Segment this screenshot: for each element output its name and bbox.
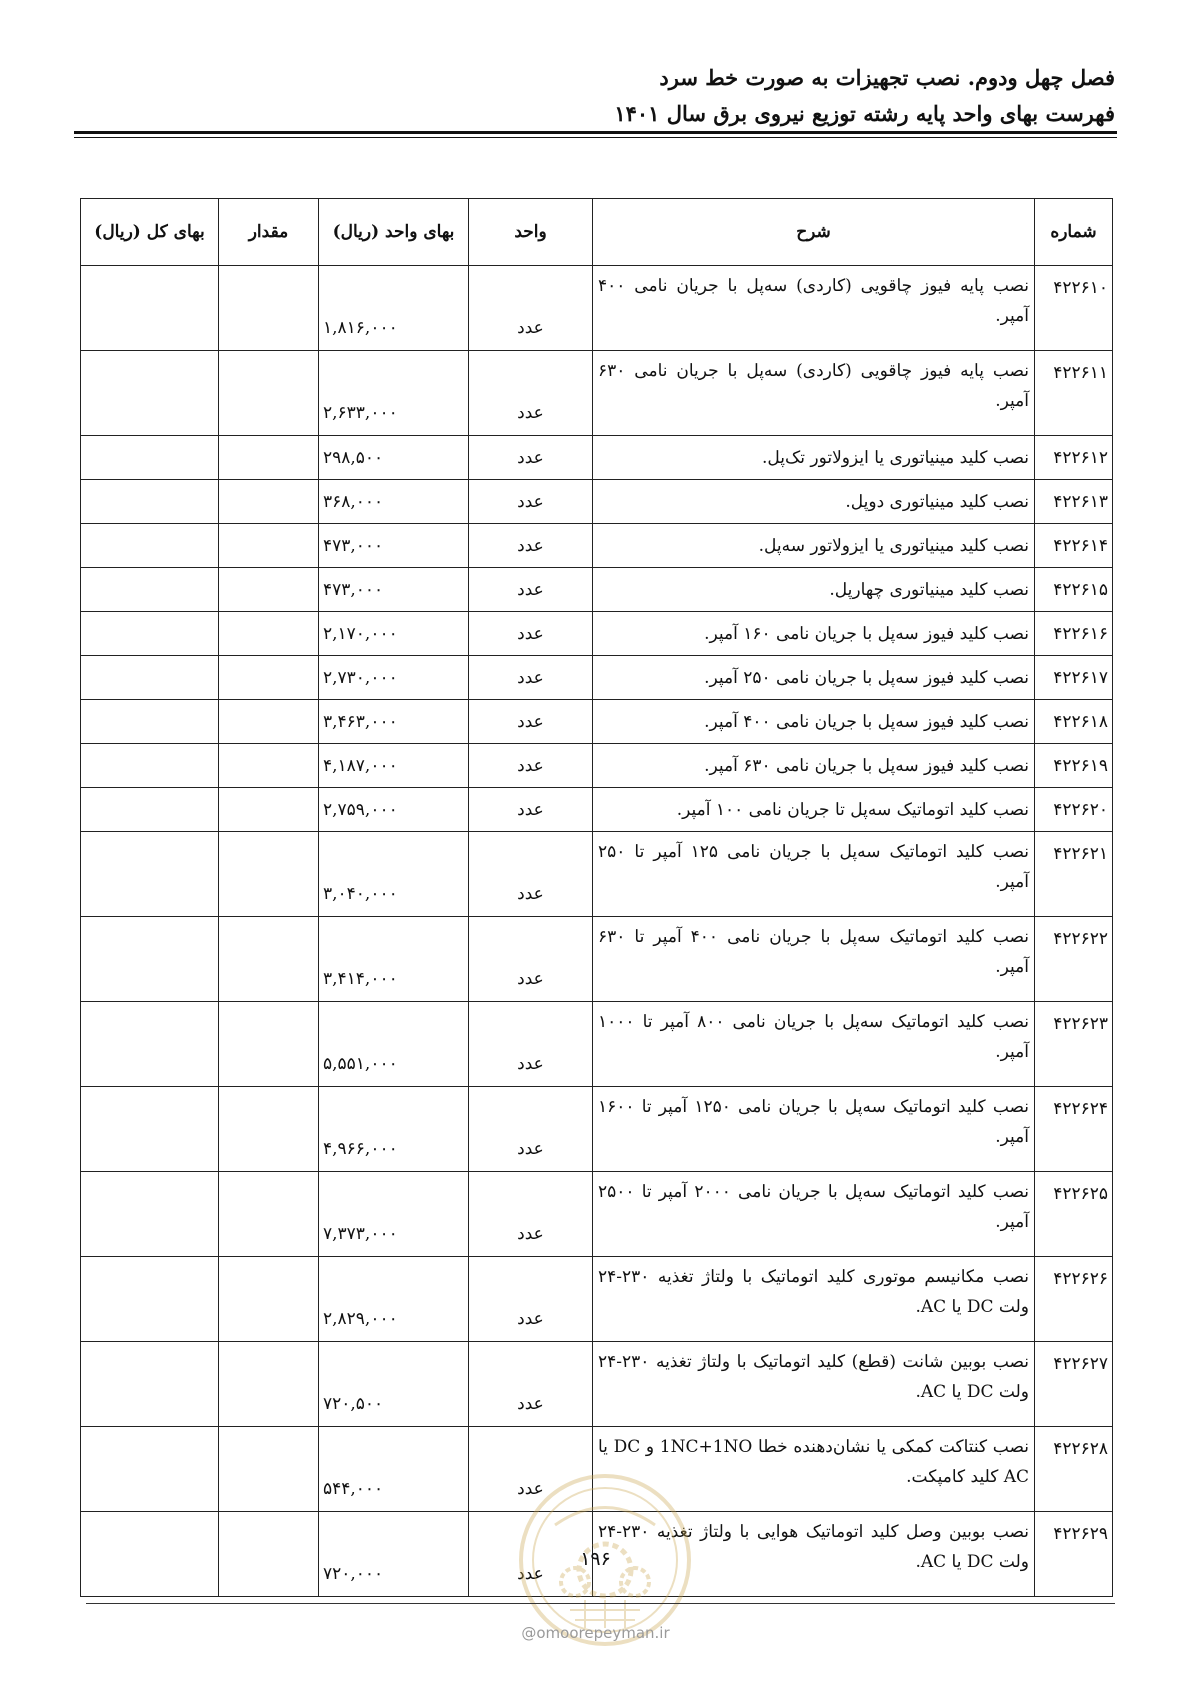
item-number: ۴۲۲۶۲۶ <box>1035 1257 1113 1342</box>
item-unit-price: ۳,۴۱۴,۰۰۰ <box>319 917 469 1002</box>
item-quantity <box>219 266 319 351</box>
item-unit-price: ۷,۳۷۳,۰۰۰ <box>319 1172 469 1257</box>
table-row <box>81 1172 1113 1257</box>
item-description: نصب پایه فیوز چاقویی (کاردی) سه‌پل با جریان نامی ۶۳۰ آمپر. <box>593 351 1035 436</box>
item-unit: عدد <box>469 1342 593 1427</box>
item-quantity <box>219 1342 319 1427</box>
table-row <box>81 266 1113 351</box>
item-quantity <box>219 1087 319 1172</box>
item-quantity <box>219 700 319 744</box>
item-unit-price: ۵۴۴,۰۰۰ <box>319 1427 469 1512</box>
item-description: نصب مکانیسم موتوری کلید اتوماتیک با ولتاژ تغذیه ۲۳۰-۲۴ ولت DC یا AC. <box>593 1257 1035 1342</box>
item-number: ۴۲۲۶۱۸ <box>1035 700 1113 744</box>
table-row <box>81 917 1113 1002</box>
table-row <box>81 1257 1113 1342</box>
item-number: ۴۲۲۶۱۵ <box>1035 568 1113 612</box>
item-description: نصب کلید اتوماتیک سه‌پل با جریان نامی ۱۲۵ آمپر تا ۲۵۰ آمپر. <box>593 832 1035 917</box>
item-quantity <box>219 351 319 436</box>
item-total-price <box>81 266 219 351</box>
item-quantity <box>219 480 319 524</box>
table-row <box>81 656 1113 700</box>
table-row <box>81 788 1113 832</box>
item-unit-price: ۲۹۸,۵۰۰ <box>319 436 469 480</box>
item-total-price <box>81 524 219 568</box>
item-description: نصب کلید فیوز سه‌پل با جریان نامی ۲۵۰ آمپر. <box>593 656 1035 700</box>
item-number: ۴۲۲۶۱۶ <box>1035 612 1113 656</box>
footer-rule <box>86 1603 1115 1604</box>
item-total-price <box>81 744 219 788</box>
item-unit-price: ۴,۹۶۶,۰۰۰ <box>319 1087 469 1172</box>
item-description: نصب کلید فیوز سه‌پل با جریان نامی ۱۶۰ آمپر. <box>593 612 1035 656</box>
item-description: نصب پایه فیوز چاقویی (کاردی) سه‌پل با جریان نامی ۴۰۰ آمپر. <box>593 266 1035 351</box>
item-description: نصب کلید مینیاتوری چهارپل. <box>593 568 1035 612</box>
item-unit-price: ۳,۴۶۳,۰۰۰ <box>319 700 469 744</box>
item-number: ۴۲۲۶۲۹ <box>1035 1512 1113 1597</box>
item-unit-price: ۴,۱۸۷,۰۰۰ <box>319 744 469 788</box>
item-unit: عدد <box>469 1002 593 1087</box>
item-number: ۴۲۲۶۲۰ <box>1035 788 1113 832</box>
item-number: ۴۲۲۶۲۸ <box>1035 1427 1113 1512</box>
item-total-price <box>81 832 219 917</box>
col-header-number: شماره <box>1035 199 1113 266</box>
item-description: نصب کلید مینیاتوری دوپل. <box>593 480 1035 524</box>
item-quantity <box>219 568 319 612</box>
item-number: ۴۲۲۶۲۷ <box>1035 1342 1113 1427</box>
table-row <box>81 1087 1113 1172</box>
item-total-price <box>81 917 219 1002</box>
item-total-price <box>81 656 219 700</box>
col-header-unit: واحد <box>469 199 593 266</box>
item-unit-price: ۳,۰۴۰,۰۰۰ <box>319 832 469 917</box>
item-quantity <box>219 1427 319 1512</box>
item-unit-price: ۲,۸۲۹,۰۰۰ <box>319 1257 469 1342</box>
watermark-text: @omoorepeyman.ir <box>521 1624 670 1642</box>
item-description: نصب کلید اتوماتیک سه‌پل با جریان نامی ۸۰۰ آمپر تا ۱۰۰۰ آمپر. <box>593 1002 1035 1087</box>
item-quantity <box>219 788 319 832</box>
item-total-price <box>81 1002 219 1087</box>
item-quantity <box>219 744 319 788</box>
item-quantity <box>219 1257 319 1342</box>
item-description: نصب بوبین شانت (قطع) کلید اتوماتیک با ولتاژ تغذیه ۲۳۰-۲۴ ولت DC یا AC. <box>593 1342 1035 1427</box>
item-number: ۴۲۲۶۲۲ <box>1035 917 1113 1002</box>
item-unit: عدد <box>469 700 593 744</box>
item-unit: عدد <box>469 832 593 917</box>
item-unit: عدد <box>469 1512 593 1597</box>
item-quantity <box>219 524 319 568</box>
item-unit: عدد <box>469 1172 593 1257</box>
item-unit-price: ۲,۷۵۹,۰۰۰ <box>319 788 469 832</box>
item-number: ۴۲۲۶۱۲ <box>1035 436 1113 480</box>
item-total-price <box>81 1087 219 1172</box>
item-unit: عدد <box>469 612 593 656</box>
table-row <box>81 1342 1113 1427</box>
item-unit: عدد <box>469 351 593 436</box>
item-total-price <box>81 1172 219 1257</box>
table-row <box>81 480 1113 524</box>
item-number: ۴۲۲۶۱۰ <box>1035 266 1113 351</box>
item-unit-price: ۵,۵۵۱,۰۰۰ <box>319 1002 469 1087</box>
item-unit-price: ۱,۸۱۶,۰۰۰ <box>319 266 469 351</box>
item-description: نصب کلید اتوماتیک سه‌پل تا جریان نامی ۱۰۰ آمپر. <box>593 788 1035 832</box>
item-description: نصب کلید اتوماتیک سه‌پل با جریان نامی ۲۰۰۰ آمپر تا ۲۵۰۰ آمپر. <box>593 1172 1035 1257</box>
table-header-row <box>81 199 1113 266</box>
table-row <box>81 832 1113 917</box>
item-unit-price: ۲,۱۷۰,۰۰۰ <box>319 612 469 656</box>
item-unit-price: ۴۷۳,۰۰۰ <box>319 568 469 612</box>
item-description: نصب کلید اتوماتیک سه‌پل با جریان نامی ۱۲۵۰ آمپر تا ۱۶۰۰ آمپر. <box>593 1087 1035 1172</box>
table-row <box>81 436 1113 480</box>
item-unit-price: ۳۶۸,۰۰۰ <box>319 480 469 524</box>
item-unit: عدد <box>469 524 593 568</box>
page-header <box>76 60 1115 132</box>
item-total-price <box>81 436 219 480</box>
item-unit-price: ۷۲۰,۰۰۰ <box>319 1512 469 1597</box>
document-subtitle: فهرست بهای واحد پایه رشته توزیع نیروی برق سال ۱۴۰۱ <box>614 101 1115 126</box>
item-number: ۴۲۲۶۱۹ <box>1035 744 1113 788</box>
item-description: نصب بوبین وصل کلید اتوماتیک هوایی با ولتاژ تغذیه ۲۳۰-۲۴ ولت DC یا AC. <box>593 1512 1035 1597</box>
item-unit: عدد <box>469 788 593 832</box>
item-unit-price: ۲,۷۳۰,۰۰۰ <box>319 656 469 700</box>
header-rule-thick <box>74 131 1117 134</box>
item-quantity <box>219 1002 319 1087</box>
item-unit: عدد <box>469 1427 593 1512</box>
table-row <box>81 1002 1113 1087</box>
item-unit-price: ۴۷۳,۰۰۰ <box>319 524 469 568</box>
item-number: ۴۲۲۶۲۱ <box>1035 832 1113 917</box>
item-number: ۴۲۲۶۱۷ <box>1035 656 1113 700</box>
price-list-table <box>80 198 1113 1597</box>
item-unit: عدد <box>469 436 593 480</box>
item-number: ۴۲۲۶۱۳ <box>1035 480 1113 524</box>
item-description: نصب کلید مینیاتوری یا ایزولاتور تک‌پل. <box>593 436 1035 480</box>
table-row <box>81 351 1113 436</box>
page-number: ۱۹۶ <box>580 1548 611 1570</box>
item-description: نصب کلید اتوماتیک سه‌پل با جریان نامی ۴۰۰ آمپر تا ۶۳۰ آمپر. <box>593 917 1035 1002</box>
item-total-price <box>81 700 219 744</box>
item-description: نصب کلید فیوز سه‌پل با جریان نامی ۶۳۰ آمپر. <box>593 744 1035 788</box>
item-unit: عدد <box>469 266 593 351</box>
item-total-price <box>81 612 219 656</box>
col-header-description: شرح <box>593 199 1035 266</box>
item-number: ۴۲۲۶۲۳ <box>1035 1002 1113 1087</box>
item-number: ۴۲۲۶۱۱ <box>1035 351 1113 436</box>
item-quantity <box>219 832 319 917</box>
item-total-price <box>81 1257 219 1342</box>
item-unit: عدد <box>469 917 593 1002</box>
item-total-price <box>81 788 219 832</box>
item-total-price <box>81 1342 219 1427</box>
table-row <box>81 524 1113 568</box>
item-total-price <box>81 351 219 436</box>
item-number: ۴۲۲۶۲۵ <box>1035 1172 1113 1257</box>
item-quantity <box>219 612 319 656</box>
chapter-title: فصل چهل ودوم. نصب تجهیزات به صورت خط سرد <box>659 65 1115 90</box>
item-unit-price: ۷۲۰,۵۰۰ <box>319 1342 469 1427</box>
item-unit: عدد <box>469 656 593 700</box>
table-row <box>81 744 1113 788</box>
item-total-price <box>81 480 219 524</box>
item-quantity <box>219 917 319 1002</box>
item-unit: عدد <box>469 744 593 788</box>
item-total-price <box>81 568 219 612</box>
item-quantity <box>219 1172 319 1257</box>
item-quantity <box>219 436 319 480</box>
item-description: نصب کلید فیوز سه‌پل با جریان نامی ۴۰۰ آمپر. <box>593 700 1035 744</box>
item-unit: عدد <box>469 1087 593 1172</box>
header-rule-thin <box>74 137 1117 138</box>
item-number: ۴۲۲۶۲۴ <box>1035 1087 1113 1172</box>
item-total-price <box>81 1427 219 1512</box>
col-header-total-price: بهای کل (ریال) <box>81 199 219 266</box>
item-unit: عدد <box>469 480 593 524</box>
item-number: ۴۲۲۶۱۴ <box>1035 524 1113 568</box>
table-row <box>81 700 1113 744</box>
price-list-table-container <box>80 198 1112 1597</box>
col-header-quantity: مقدار <box>219 199 319 266</box>
item-quantity <box>219 656 319 700</box>
item-description: نصب کلید مینیاتوری یا ایزولاتور سه‌پل. <box>593 524 1035 568</box>
table-row <box>81 568 1113 612</box>
item-unit: عدد <box>469 1257 593 1342</box>
item-unit: عدد <box>469 568 593 612</box>
item-description: نصب کنتاکت کمکی یا نشان‌دهنده خطا 1NC+1NO و DC یا AC کلید کامپکت. <box>593 1427 1035 1512</box>
item-unit-price: ۲,۶۳۳,۰۰۰ <box>319 351 469 436</box>
table-row <box>81 612 1113 656</box>
col-header-unit-price: بهای واحد (ریال) <box>319 199 469 266</box>
